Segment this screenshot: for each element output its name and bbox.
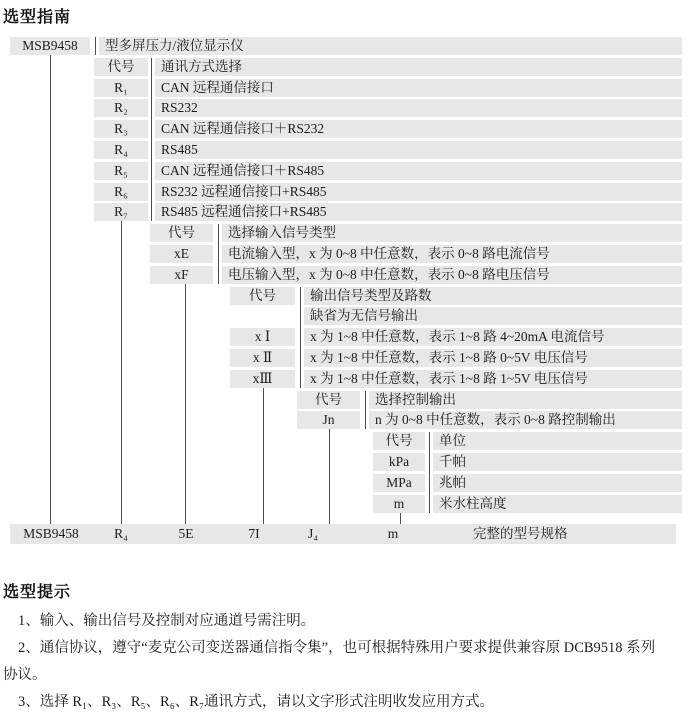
desc-cell: 千帕: [433, 453, 682, 471]
desc-cell: 型多屏压力/液位显示仪: [99, 37, 682, 55]
code-cell: R₅: [94, 162, 148, 180]
code-cell: m: [373, 495, 425, 513]
code-cell: xⅢ: [230, 370, 295, 388]
desc-cell: 通讯方式选择: [155, 58, 682, 76]
code-cell: x Ⅱ: [230, 349, 295, 367]
code-cell: R₁: [94, 79, 148, 97]
desc-cell: 缺省为无信号输出: [304, 307, 682, 325]
connector-line: [50, 55, 51, 524]
desc-cell: 单位: [433, 432, 682, 450]
desc-cell: RS485 远程通信接口+RS485: [155, 203, 682, 221]
code-cell: MPa: [373, 474, 425, 492]
desc-cell: x 为 1~8 中任意数，表示 1~8 路 4~20mA 电流信号: [304, 328, 682, 346]
connector-line: [400, 513, 401, 524]
desc-cell: x 为 1~8 中任意数，表示 1~8 路 1~5V 电压信号: [304, 370, 682, 388]
desc-cell: CAN 远程通信接口＋RS232: [155, 120, 682, 138]
desc-cell: 米水柱高度: [433, 495, 682, 513]
code-cell: R₂: [94, 99, 148, 117]
column-separator-line: [218, 224, 219, 284]
desc-cell: 电压输入型，x 为 0~8 中任意数，表示 0~8 路电压信号: [222, 266, 682, 284]
model-value: R₄: [114, 526, 128, 541]
code-cell: x Ⅰ: [230, 328, 295, 346]
desc-cell: 输出信号类型及路数: [304, 287, 682, 305]
desc-cell: n 为 0~8 中任意数，表示 0~8 路控制输出: [369, 411, 682, 429]
model-value: 7I: [248, 526, 260, 541]
code-cell: xF: [150, 266, 213, 284]
desc-cell: 选择控制输出: [369, 391, 682, 409]
code-cell: 代号: [230, 287, 295, 305]
desc-cell: RS232: [155, 99, 682, 117]
code-cell: xE: [150, 245, 213, 263]
code-cell: R₄: [94, 141, 148, 159]
connector-line: [121, 221, 122, 524]
column-separator-line: [300, 287, 301, 388]
code-cell: 代号: [373, 432, 425, 450]
desc-cell: CAN 远程通信接口＋RS485: [155, 162, 682, 180]
guide-heading: 选型指南: [3, 9, 72, 26]
desc-cell: 选择输入信号类型: [222, 224, 682, 242]
column-separator-line: [95, 37, 96, 55]
code-cell: 代号: [150, 224, 213, 242]
tip-line: 3、选择 R₁、R₃、R₅、R₆、R₇通讯方式，请以文字形式注明收发应用方式。: [18, 694, 495, 710]
column-separator-line: [429, 432, 430, 512]
model-value: J₄: [308, 526, 318, 541]
code-cell: kPa: [373, 453, 425, 471]
code-cell: R₃: [94, 120, 148, 138]
connector-line: [329, 429, 330, 524]
desc-cell: RS232 远程通信接口+RS485: [155, 183, 682, 201]
desc-cell: CAN 远程通信接口: [155, 79, 682, 97]
desc-cell: RS485: [155, 141, 682, 159]
tips-heading: 选型提示: [3, 584, 72, 601]
column-separator-line: [151, 58, 152, 222]
model-value: MSB9458: [23, 526, 79, 541]
model-value: 5E: [178, 526, 194, 541]
desc-cell: x 为 1~8 中任意数，表示 1~8 路 0~5V 电压信号: [304, 349, 682, 367]
column-separator-line: [365, 391, 366, 430]
desc-cell: 电流输入型，x 为 0~8 中任意数，表示 0~8 路电流信号: [222, 245, 682, 263]
code-cell: R₇: [94, 203, 148, 221]
connector-line: [263, 388, 264, 524]
tip-line: 1、输入、输出信号及控制对应通道号需注明。: [18, 613, 316, 629]
code-cell: 代号: [94, 58, 148, 76]
code-cell: Jn: [297, 411, 360, 429]
model-value: m: [387, 526, 399, 541]
model-spec-label: 完整的型号规格: [473, 526, 568, 541]
code-cell: MSB9458: [10, 37, 90, 55]
code-cell: 代号: [297, 391, 360, 409]
model-bar: [10, 524, 676, 544]
tip-line: 协议。: [3, 667, 47, 683]
desc-cell: 兆帕: [433, 474, 682, 492]
code-cell: R₆: [94, 183, 148, 201]
tip-line: 2、通信协议，遵守“麦克公司变送器通信指令集”，也可根据特殊用户要求提供兼容原 DCB9518 系列: [18, 640, 656, 656]
tips-section: [3, 608, 688, 716]
connector-line: [185, 284, 186, 524]
